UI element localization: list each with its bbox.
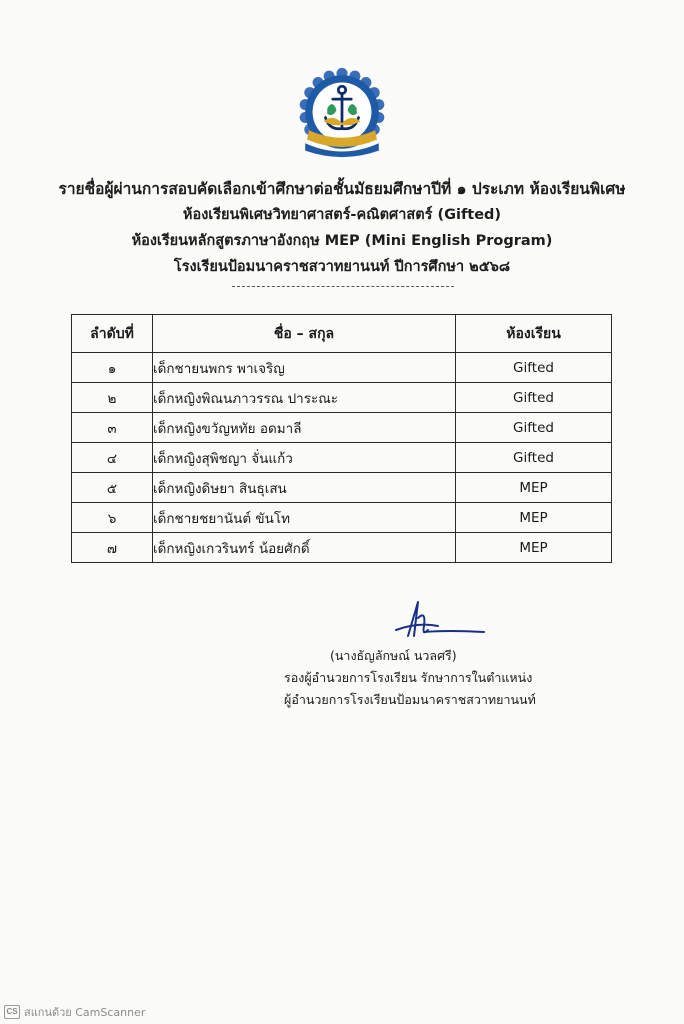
camscanner-watermark — [4, 1003, 145, 1021]
student-name: เด็กหญิงเกวรินทร์ น้อยศักดิ์ — [153, 533, 456, 563]
row-number: ๗ — [72, 533, 153, 563]
column-header-number: ลำดับที่ — [72, 315, 153, 353]
student-name: เด็กชายนพกร พาเจริญ — [153, 353, 456, 383]
room-type: MEP — [456, 503, 612, 533]
table-row — [72, 413, 612, 443]
student-name: เด็กหญิงดิษยา สินธุเสน — [153, 473, 456, 503]
row-number: ๑ — [72, 353, 153, 383]
signatory-position-line-1: รองผู้อำนวยการโรงเรียน รักษาการในตำแหน่ง — [284, 670, 533, 685]
watermark-text: สแกนด้วย CamScanner — [24, 1006, 146, 1019]
column-header-name: ชื่อ – สกุล — [153, 315, 456, 353]
room-type: MEP — [456, 533, 612, 563]
heading-line-3: ห้องเรียนหลักสูตรภาษาอังกฤษ MEP (Mini English Program) — [131, 233, 553, 249]
dashed-divider — [232, 286, 454, 287]
room-type: Gifted — [456, 353, 612, 383]
student-name: เด็กหญิงขวัญหทัย อดมาลี — [153, 413, 456, 443]
student-name: เด็กหญิงสุพิชญา จั่นแก้ว — [153, 443, 456, 473]
room-type: Gifted — [456, 383, 612, 413]
camscanner-icon: CS — [4, 1005, 20, 1019]
table-row — [72, 383, 612, 413]
row-number: ๖ — [72, 503, 153, 533]
table-row — [72, 533, 612, 563]
row-number: ๓ — [72, 413, 153, 443]
school-emblem-icon — [296, 66, 388, 158]
row-number: ๔ — [72, 443, 153, 473]
heading-line-2: ห้องเรียนพิเศษวิทยาศาสตร์-คณิตศาสตร์ (Gifted) — [182, 207, 502, 223]
document-heading — [0, 176, 684, 280]
table-row — [72, 503, 612, 533]
room-type: Gifted — [456, 413, 612, 443]
row-number: ๕ — [72, 473, 153, 503]
signatory-position-line-2: ผู้อำนวยการโรงเรียนป้อมนาคราชสวาทยานนท์ — [284, 692, 536, 707]
signatory-name: (นางธัญลักษณ์ นวลศรี) — [330, 648, 457, 663]
room-type: MEP — [456, 473, 612, 503]
student-name: เด็กชายชยานันต์ ขันโท — [153, 503, 456, 533]
heading-line-4: โรงเรียนป้อมนาคราชสวาทยานนท์ ปีการศึกษา ๒๕๖๘ — [173, 259, 511, 275]
heading-line-1: รายชื่อผู้ผ่านการสอบคัดเลือกเข้าศึกษาต่อชั้นมัธยมศึกษาปีที่ ๑ ประเภท ห้องเรียนพิเศษ — [58, 180, 626, 198]
row-number: ๒ — [72, 383, 153, 413]
handwritten-signature — [388, 596, 488, 644]
table-row — [72, 443, 612, 473]
column-header-room: ห้องเรียน — [456, 315, 612, 353]
student-name: เด็กหญิงพิณนภาวรรณ ปาระณะ — [153, 383, 456, 413]
results-table — [71, 314, 612, 563]
table-row — [72, 353, 612, 383]
room-type: Gifted — [456, 443, 612, 473]
table-row — [72, 473, 612, 503]
table-header-row — [72, 315, 612, 353]
